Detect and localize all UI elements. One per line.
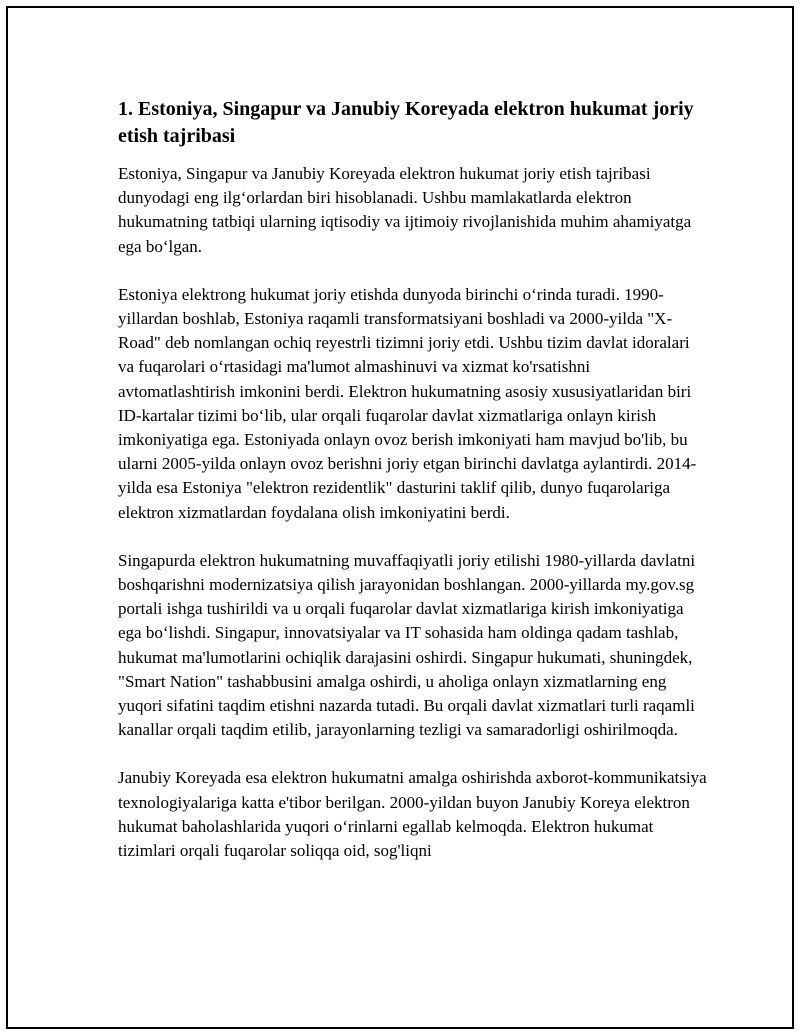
document-body bbox=[118, 96, 708, 887]
paragraph-intro: Estoniya, Singapur va Janubiy Koreyada elektron hukumat joriy etish tajribasi dunyodagi eng ilg‘orlardan biri hisoblanadi. Ushbu mamlakatlarda elektron hukumatning tatbiqi ularning iqtisodiy va ijtimoiy rivojlanishida muhim ahamiyatga ega bo‘lgan. bbox=[118, 164, 692, 256]
paragraph-singapore: Singapurda elektron hukumatning muvaffaqiyatli joriy etilishi 1980-yillarda davlatni boshqarishni modernizatsiya qilish jarayonidan boshlangan. 2000-yillarda my.gov.sg portali ishga tushirildi va u orqali fuqarolar davlat xizmatlariga kirish imkoniyatiga ega bo‘lishdi. Singapur, innovatsiyalar va IT sohasida ham oldinga qadam tashlab, hukumat ma'lumotlarini ochiqlik darajasini oshirdi. Singapur hukumati, shuningdek, "Smart Nation" tashabbusini amalga oshirdi, u aholiga onlayn xizmatlarning eng yuqori sifatini taqdim etishni nazarda tutadi. Bu orqali davlat xizmatlari turli raqamli kanallar orqali taqdim etilib, jarayonlarning tezligi va samaradorligi oshirilmoqda. bbox=[118, 550, 696, 740]
section-title: 1. Estoniya, Singapur va Janubiy Koreyada elektron hukumat joriy etish tajribasi bbox=[118, 98, 694, 147]
page-frame bbox=[6, 6, 794, 1029]
paragraph-south-korea: Janubiy Koreyada esa elektron hukumatni amalga oshirishda axborot-kommunikatsiya texnologiyalariga katta e'tibor berilgan. 2000-yildan buyon Janubiy Koreya elektron hukumat baholashlarida yuqori o‘rinlarni egallab kelmoqda. Elektron hukumat tizimlari orqali fuqarolar soliqqa oid, sog'liqni bbox=[118, 768, 707, 861]
paragraph-estonia: Estoniya elektrong hukumat joriy etishda dunyoda birinchi o‘rinda turadi. 1990-yillardan boshlab, Estoniya raqamli transformatsiyani boshladi va 2000-yilda "X-Road" deb nomlangan ochiq reyestrli tizimni joriy etdi. Ushbu tizim davlat idoralari va fuqarolari o‘rtasidagi ma'lumot almashinuvi va xizmat ko'rsatishni avtomatlashtirish imkonini berdi. Elektron hukumatning asosiy xususiyatlaridan biri ID-kartalar tizimi bo‘lib, ular orqali fuqarolar davlat xizmatlariga onlayn kirish imkoniyatiga ega. Estoniyada onlayn ovoz berish imkoniyati ham mavjud bo'lib, bu ularni 2005-yilda onlayn ovoz berishni joriy etgan birinchi davlatga aylantirdi. 2014-yilda esa Estoniya "elektron rezidentlik" dasturini taklif qilib, dunyo fuqarolariga elektron xizmatlardan foydalana olish imkoniyatini berdi. bbox=[118, 284, 697, 522]
